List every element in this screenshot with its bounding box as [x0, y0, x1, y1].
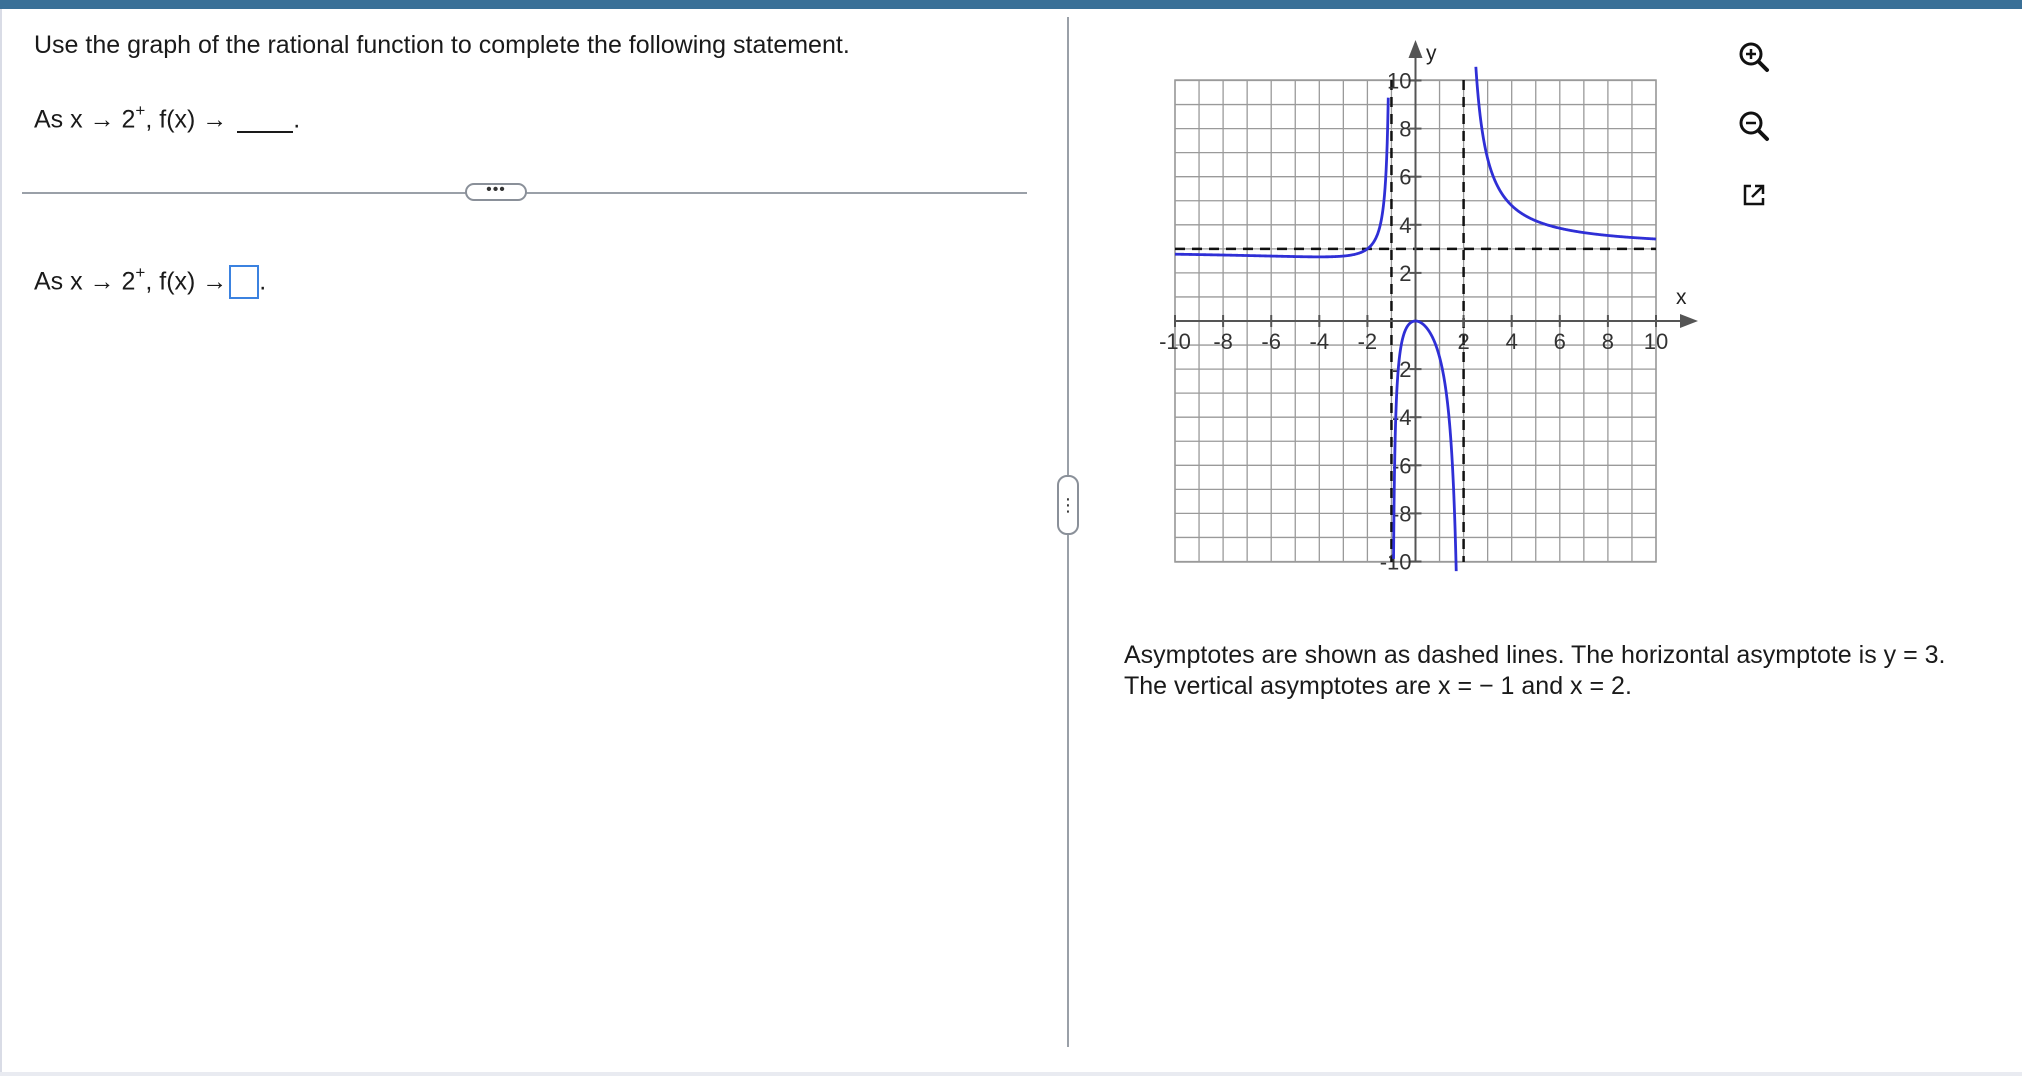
zoom-out-icon [1736, 108, 1772, 144]
x-tick-label: 2 [1457, 329, 1470, 354]
statement-prompt [34, 98, 300, 134]
answer-statement [34, 260, 266, 299]
left-edge [0, 9, 2, 1076]
x-tick-label: 6 [1553, 329, 1566, 354]
y-axis-label: y [1426, 42, 1437, 65]
statement-middle: , f(x) → [145, 105, 228, 134]
zoom-out-button[interactable] [1731, 103, 1777, 149]
bottom-edge [0, 1072, 2022, 1076]
x-tick-label: 10 [1643, 329, 1669, 354]
y-tick-label: -4 [1391, 405, 1412, 431]
top-bar [0, 0, 2022, 9]
x-tick-label: 4 [1505, 329, 1518, 354]
y-axis-arrow [1409, 40, 1423, 58]
caption-line-1: Asymptotes are shown as dashed lines. The horizontal asymptote is y = 3. [1124, 641, 1946, 669]
x-tick-label: 8 [1601, 329, 1615, 354]
y-tick-label: 10 [1387, 68, 1412, 94]
x-tick-label: -10 [1159, 329, 1191, 354]
y-tick-label: 6 [1399, 164, 1412, 190]
answer-middle: , f(x) → [145, 267, 228, 296]
y-tick-label: 8 [1399, 116, 1412, 142]
x-tick-label: -8 [1213, 329, 1233, 354]
answer-blank-line [237, 130, 293, 133]
x-axis-label: x [1676, 286, 1687, 309]
y-tick-label: -10 [1379, 549, 1412, 575]
zoom-in-button[interactable] [1731, 34, 1777, 80]
expand-handle[interactable]: ••• [465, 183, 527, 201]
y-tick-label: 4 [1399, 212, 1412, 238]
question-instruction: Use the graph of the rational function to complete the following statement. [34, 31, 850, 59]
statement-suffix: . [293, 105, 301, 134]
x-tick-label: -2 [1357, 329, 1378, 354]
y-tick-label: 2 [1399, 260, 1412, 286]
statement-superscript: + [135, 101, 146, 120]
x-tick-label: -6 [1261, 329, 1281, 354]
x-axis-arrow [1680, 314, 1698, 328]
answer-suffix: . [259, 267, 267, 296]
pane-splitter-handle[interactable]: ⋮ [1057, 475, 1079, 535]
statement-prefix: As x → 2 [34, 105, 136, 134]
x-tick-label: -4 [1309, 329, 1330, 354]
answer-input[interactable] [229, 265, 259, 299]
answer-prefix: As x → 2 [34, 267, 136, 296]
y-tick-label: -2 [1391, 357, 1412, 383]
popout-icon [1738, 179, 1770, 211]
zoom-in-icon [1736, 39, 1772, 75]
popout-button[interactable] [1731, 172, 1777, 218]
y-tick-label: -6 [1391, 453, 1412, 479]
y-tick-label: -8 [1391, 501, 1412, 527]
graph-caption [1124, 640, 1946, 702]
caption-line-2: The vertical asymptotes are x = − 1 and x = 2. [1124, 672, 1632, 700]
rational-function-graph [1150, 30, 1710, 590]
answer-superscript: + [135, 263, 146, 282]
